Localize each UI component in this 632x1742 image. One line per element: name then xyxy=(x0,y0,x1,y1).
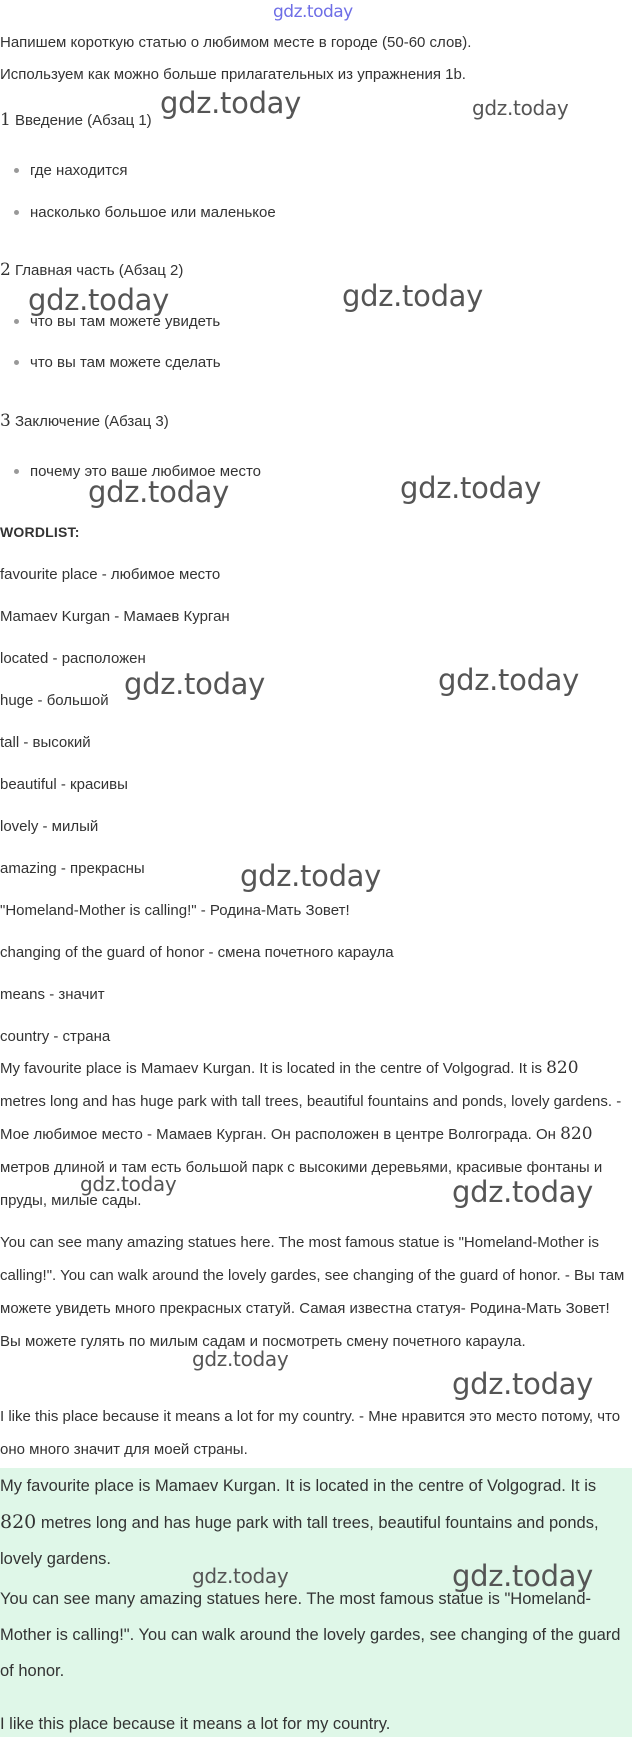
section-title: Заключение (Абзац 3) xyxy=(15,413,169,430)
wordlist-item: located - расположен xyxy=(0,650,146,667)
bullet-icon xyxy=(14,168,19,173)
wordlist-item: means - значит xyxy=(0,986,105,1003)
watermark: gdz.today xyxy=(192,1347,289,1371)
bullet-icon xyxy=(14,210,19,215)
intro-line-2: Используем как можно больше прилагательных из упражнения 1b. xyxy=(0,66,466,83)
watermark: gdz.today xyxy=(28,283,170,317)
watermark: gdz.today xyxy=(124,667,266,701)
section-heading-2 xyxy=(0,260,183,281)
wordlist-item: beautiful - красивы xyxy=(0,776,128,793)
wordlist-item: huge - большой xyxy=(0,692,109,709)
watermark: gdz.today xyxy=(192,1564,289,1588)
list-item: что вы там можете сделать xyxy=(14,353,221,373)
bullet-icon xyxy=(14,360,19,365)
wordlist-item: tall - высокий xyxy=(0,734,91,751)
section-title: Введение (Абзац 1) xyxy=(15,112,152,129)
bullet-icon xyxy=(14,469,19,474)
list-item: почему это ваше любимое место xyxy=(14,462,261,482)
watermark: gdz.today xyxy=(438,663,580,697)
watermark: gdz.today xyxy=(80,1172,177,1196)
section-title: Главная часть (Абзац 2) xyxy=(15,262,184,279)
watermark: gdz.today xyxy=(472,96,569,120)
wordlist-item: Mamaev Kurgan - Мамаев Курган xyxy=(0,608,230,625)
watermark: gdz.today xyxy=(452,1175,594,1209)
answer-paragraph-1: My favourite place is Mamaev Kurgan. It is located in the centre of Volgograd. It is 820 metres long and has huge park with tall trees, beautiful fountains and ponds, lovely gardens. xyxy=(0,1477,599,1568)
list-item: насколько большое или маленькое xyxy=(14,203,276,223)
wordlist-item: "Homeland-Mother is calling!" - Родина-Мать Зовет! xyxy=(0,902,350,919)
translation-paragraph-3: I like this place because it means a lot for my country. - Мне нравится это место потому, что оно много значит для моей страны. xyxy=(0,1408,621,1458)
section-number: 3 xyxy=(0,411,11,431)
section-heading-3 xyxy=(0,411,169,432)
wordlist-title: WORDLIST: xyxy=(0,524,80,540)
wordlist-item: lovely - милый xyxy=(0,818,99,835)
watermark: gdz.today xyxy=(160,86,302,120)
watermark: gdz.today xyxy=(452,1367,594,1401)
answer-paragraph-2: You can see many amazing statues here. The most famous statue is "Homeland-Mother is calling!". You can walk around the lovely gardes, see changing of the guard of honor. xyxy=(0,1590,621,1680)
intro-line-1: Напишем короткую статью о любимом месте в городе (50-60 слов). xyxy=(0,34,472,51)
watermark: gdz.today xyxy=(88,475,230,509)
wordlist-item: amazing - прекрасны xyxy=(0,860,145,877)
wordlist-item: changing of the guard of honor - смена почетного караула xyxy=(0,944,394,961)
wordlist-item: favourite place - любимое место xyxy=(0,566,221,583)
section-number: 1 xyxy=(0,110,11,130)
watermark: gdz.today xyxy=(452,1559,594,1593)
section-heading-1 xyxy=(0,110,152,131)
answer-block xyxy=(0,1468,632,1737)
list-item: что вы там можете увидеть xyxy=(14,312,220,332)
wordlist-item: country - страна xyxy=(0,1028,111,1045)
translation-paragraph-1: My favourite place is Mamaev Kurgan. It is located in the centre of Volgograd. It is 820 metres long and has huge park with tall trees, beautiful fountains and ponds, lovely gardens. - Мое любимое место - Мамаев Курган. Он расположен в центре Волгограда. Он 820 метров длиной и там есть большой парк с высокими деревьями, красивые фонтаны и пруды, милые сады. xyxy=(0,1058,622,1209)
watermark: gdz.today xyxy=(240,859,382,893)
watermark-top: gdz.today xyxy=(273,2,353,22)
bullet-icon xyxy=(14,319,19,324)
translation-paragraph-2: You can see many amazing statues here. The most famous statue is "Homeland-Mother is calling!". You can walk around the lovely gardes, see changing of the guard of honor. - Вы там можете увидеть много прекрасных статуй. Самая известна статуя- Родина-Мать Зовет! Вы можете гулять по милым садам и посмотреть смену почетного караула. xyxy=(0,1234,625,1350)
watermark: gdz.today xyxy=(342,279,484,313)
answer-paragraph-3: I like this place because it means a lot for my country. xyxy=(0,1715,391,1733)
watermark: gdz.today xyxy=(400,471,542,505)
list-item: где находится xyxy=(14,161,128,181)
section-number: 2 xyxy=(0,260,11,280)
